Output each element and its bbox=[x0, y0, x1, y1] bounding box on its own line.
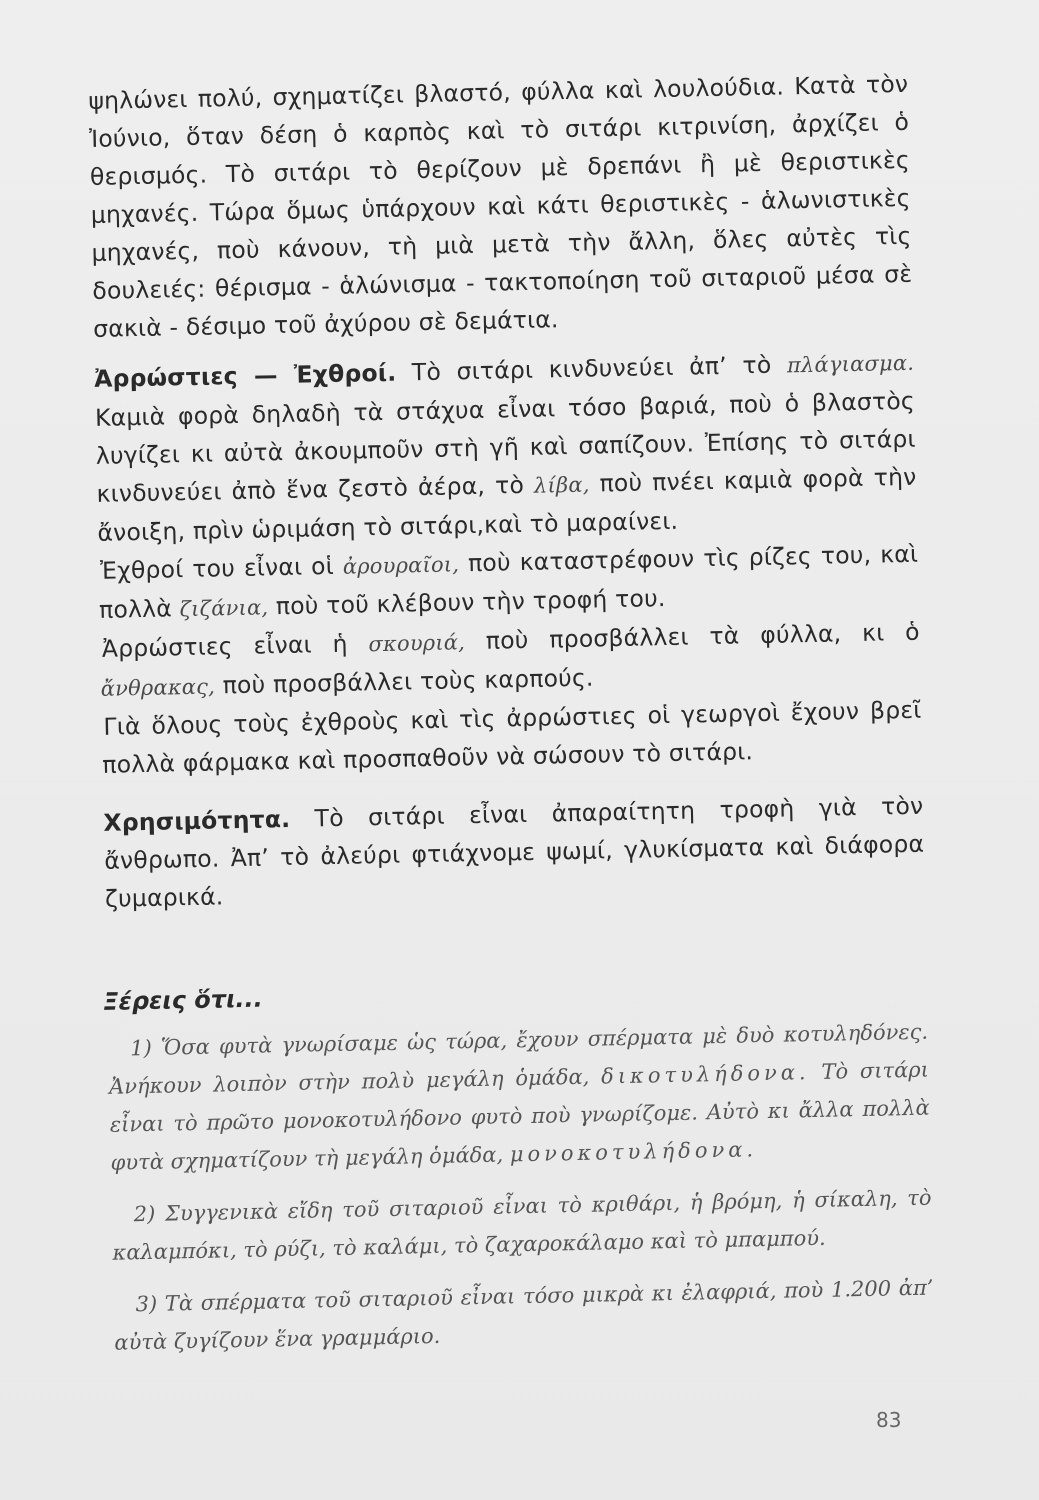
intro-paragraph bbox=[88, 65, 913, 348]
term-monokotyledona: μονοκοτυλήδονα. bbox=[509, 1137, 758, 1167]
note-1-text-b: Τὸ σιτάρι εἶναι τὸ πρῶτο μονοκοτυλήδονο φυτὸ ποὺ γνωρίζομε. Αὐτὸ κι ἄλλα πολλὰ φυτὰ σχηματίζουν τὴ μεγάλη ὁμάδα, bbox=[109, 1057, 930, 1175]
note-1-number: 1) bbox=[129, 1035, 153, 1061]
illness-text-c: ποὺ προσβάλλει τοὺς καρπούς. bbox=[222, 663, 594, 700]
term-dikotyledona: δικοτυλήδονα. bbox=[600, 1060, 810, 1089]
note-3-number: 3) bbox=[135, 1291, 158, 1317]
diseases-text-1a: Τὸ σιτάρι κινδυνεύει ἀπ’ τὸ bbox=[411, 350, 772, 387]
note-3 bbox=[113, 1269, 934, 1362]
enemies-text-a: Ἐχθροί του εἶναι οἱ bbox=[99, 551, 335, 585]
note-3-text: Τὰ σπέρματα τοῦ σιταριοῦ εἶναι τόσο μικρὰ κι ἐλαφριά, ποὺ 1.200 ἀπ’ αὐτὰ ζυγίζουν ἕνα γραμμάριο. bbox=[114, 1275, 934, 1355]
enemies-text-c: ποὺ τοῦ κλέβουν τὴν τροφή του. bbox=[275, 584, 666, 621]
remedies-text: Γιὰ ὅλους τοὺς ἐχθροὺς καὶ τὶς ἀρρώστιες οἱ γεωργοὶ ἔχουν βρεῖ πολλὰ φάρμακα καὶ προσπαθοῦν νὰ σώσουν τὸ σιτάρι. bbox=[102, 695, 922, 779]
diseases-text-1b: Καμιὰ φορὰ δηλαδὴ τὰ στάχυα εἶναι τόσο βαριά, ποὺ ὁ βλαστὸς λυγίζει κι αὐτὰ ἀκουμποῦν στὴ γῆ καὶ σαπίζουν. Ἐπίσης τὸ σιτάρι κινδυνεύει ἀπὸ ἕνα ζεστὸ ἀέρα, τὸ bbox=[94, 386, 916, 508]
term-arouraioi: ἀρουραῖοι, bbox=[342, 552, 460, 579]
term-skouria: σκουριά, bbox=[368, 630, 466, 657]
illness-text-b: ποὺ προσβάλλει τὰ φύλλα, κι ὁ bbox=[485, 617, 920, 655]
term-liva: λίβα, bbox=[533, 472, 590, 498]
usefulness-heading: Χρησιμότητα. bbox=[103, 804, 291, 837]
note-2-number: 2) bbox=[133, 1201, 156, 1227]
note-2 bbox=[111, 1179, 932, 1272]
note-1 bbox=[108, 1013, 931, 1182]
note-2-text: Συγγενικὰ εἴδη τοῦ σιταριοῦ εἶναι τὸ κριθάρι, ἡ βρόμη, ἡ σίκαλη, τὸ καλαμπόκι, τὸ ρύζι, τὸ καλάμι, τὸ ζαχαροκάλαμο καὶ τὸ μπαμπού. bbox=[112, 1185, 932, 1265]
diseases-heading: Ἀρρώστιες — Ἐχθροί. bbox=[93, 358, 397, 393]
term-plagiasma: πλάγιασμα. bbox=[786, 350, 915, 378]
remedies-paragraph bbox=[101, 691, 922, 784]
illness-text-a: Ἀρρώστιες εἶναι ἡ bbox=[101, 629, 348, 663]
intro-text: ψηλώνει πολύ, σχηματίζει βλαστό, φύλλα καὶ λουλούδια. Κατὰ τὸν Ἰούνιο, ὅταν δέση ὁ καρπὸς καὶ τὸ σιτάρι κιτρινίση, ἀρχίζει ὁ θερισμός. Τὸ σιτάρι τὸ θερίζουν μὲ δρεπάνι ἢ μὲ θεριστικὲς μηχανές. Τώρα ὅμως ὑπάρχουν καὶ κάτι θεριστικὲς - ἁλωνιστικὲς μηχανές, ποὺ κάνουν, τὴ μιὰ μετὰ τὴν ἄλλη, ὅλες αὐτὲς τὶς δουλειές: θέρισμα - ἁλώνισμα - τακτοποίηση τοῦ σιταριοῦ μέσα σὲ σακιὰ - δέσιμο τοῦ ἀχύρου σὲ δεμάτια. bbox=[88, 69, 913, 343]
did-you-know-notes bbox=[108, 1013, 935, 1362]
did-you-know-heading: Ξέρεις ὅτι... bbox=[102, 984, 264, 1016]
enemies-text-b: ποὺ καταστρέφουν τὶς ρίζες του, καὶ πολλὰ bbox=[98, 539, 919, 624]
diseases-paragraph bbox=[94, 343, 918, 552]
term-zizania: ζιζάνια, bbox=[179, 595, 269, 622]
page-number: 83 bbox=[876, 1408, 902, 1432]
usefulness-paragraph bbox=[103, 787, 925, 918]
note-1-text-a: Ὅσα φυτὰ γνωρίσαμε ὡς τώρα, ἔχουν σπέρματα μὲ δυὸ κοτυληδόνες. Ἀνήκουν λοιπὸν στὴν πολὺ μεγάλη ὁμάδα, bbox=[108, 1019, 929, 1099]
text-column bbox=[88, 65, 935, 1376]
usefulness-text: Τὸ σιτάρι εἶναι ἀπαραίτητη τροφὴ γιὰ τὸν ἄνθρωπο. Ἀπ’ τὸ ἀλεύρι φτιάχνομε ψωμί, γλυκίσματα καὶ διάφορα ζυμαρικά. bbox=[104, 791, 925, 913]
term-anthrakas: ἄνθρακας, bbox=[100, 674, 216, 701]
diseases-text-1c: ποὺ πνέει καμιὰ φορὰ τὴν ἄνοιξη, πρὶν ὡριμάση τὸ σιτάρι,καὶ τὸ μαραίνει. bbox=[97, 462, 917, 547]
